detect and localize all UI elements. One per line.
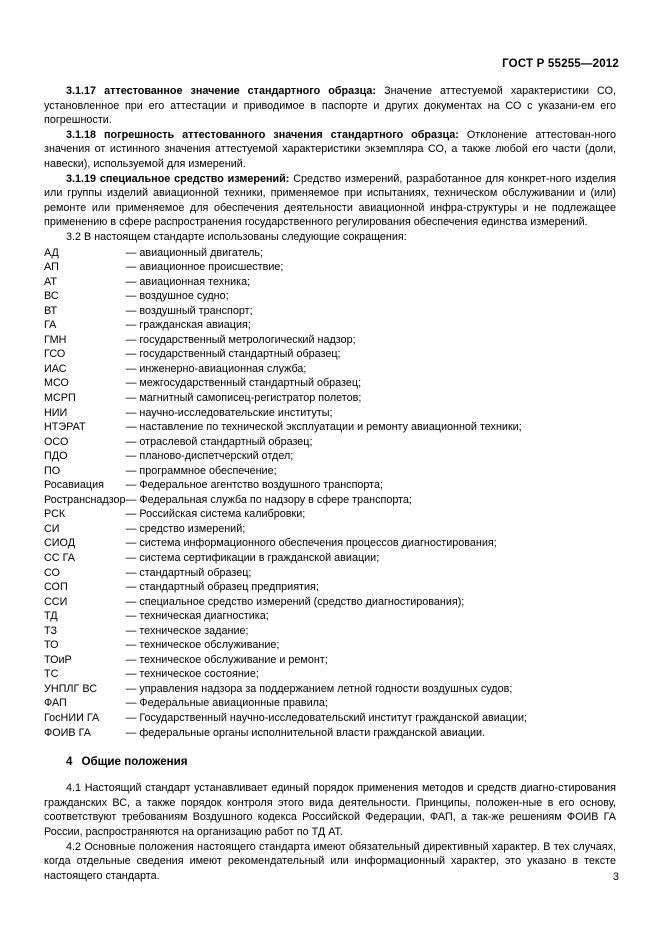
abbr-definition: — инженерно-авиационная служба; — [125, 362, 307, 375]
abbr-term: ГА — [44, 319, 57, 332]
abbr-definition: — планово-диспетчерский отдел; — [125, 450, 294, 463]
abbr-term: ВТ — [44, 304, 58, 317]
table-row — [44, 464, 527, 479]
abbr-definition: — техническая диагностика; — [125, 610, 269, 623]
abbr-definition: — программное обеспечение; — [125, 464, 277, 477]
page-header — [502, 58, 619, 70]
abbr-definition: — техническое задание; — [125, 624, 249, 637]
section-heading-wrap — [44, 755, 616, 768]
abbr-definition: — авиационная техника; — [125, 275, 251, 288]
table-row — [44, 566, 527, 581]
abbr-term: ТОиР — [44, 653, 72, 666]
page-number: 3 — [612, 871, 619, 883]
table-row — [44, 333, 527, 348]
table-row — [44, 682, 527, 697]
clause-3-1-17 — [44, 84, 616, 128]
table-row — [44, 347, 527, 362]
abbr-definition: — техническое обслуживание и ремонт; — [125, 653, 328, 666]
abbr-definition: — стандартный образец предприятия; — [125, 581, 319, 594]
table-row — [44, 653, 527, 668]
abbr-term: УНПЛГ ВС — [44, 682, 97, 695]
abbr-definition: — стандартный образец; — [125, 566, 252, 579]
abbr-definition: — Федеральная служба по надзору в сфере транспорта; — [125, 493, 412, 506]
paragraph-number: 4.1 — [66, 782, 82, 795]
abbr-definition: — управления надзора за поддержанием летной годности воздушных судов; — [125, 682, 513, 695]
abbreviations-table — [44, 246, 527, 741]
abbr-term: ПО — [44, 464, 61, 477]
abbr-definition: — Федеральные авиационные правила; — [125, 697, 328, 710]
abbr-definition: — государственный стандартный образец; — [125, 348, 341, 361]
table-row — [44, 420, 527, 435]
abbr-definition: — федеральные органы исполнительной власти гражданской авиации. — [125, 726, 486, 739]
table-row — [44, 275, 527, 290]
table-row — [44, 595, 527, 610]
abbr-term: ФАП — [44, 697, 67, 710]
abbr-definition: — Федеральное агентство воздушного транспорта; — [125, 479, 384, 492]
table-row — [44, 638, 527, 653]
abbr-term: АД — [44, 246, 59, 259]
table-row — [44, 478, 527, 493]
abbr-definition: — авиационное происшествие; — [125, 261, 284, 274]
table-row — [44, 289, 527, 304]
abbr-definition: — Государственный научно-исследовательский институт гражданской авиации; — [125, 712, 528, 725]
table-row — [44, 551, 527, 566]
abbr-definition: — система информационного обеспечения процессов диагностирования; — [125, 537, 497, 550]
table-row — [44, 609, 527, 624]
table-row — [44, 507, 527, 522]
section-heading — [66, 755, 616, 768]
abbr-term: МСО — [44, 377, 69, 390]
clause-number: 3.1.17 — [66, 85, 97, 97]
clause-text: Значение аттестуемой характеристики СО, установленное при его аттестации и приводимое в паспорте и других документах на СО с указани-ем его погрешности. — [44, 85, 617, 127]
table-row — [44, 246, 527, 261]
table-row — [44, 667, 527, 682]
abbr-term: ГМН — [44, 333, 67, 346]
clause-3-1-18 — [44, 128, 616, 172]
table-row — [44, 435, 527, 450]
clause-text: Средство измерений, разработанное для конкрет-ного изделия или группы изделий авиационной техники, применяемое при испытаниях, техническом обслуживании и (или) ремонте или применяемое для обеспечения деятельности авиационной инфра-структуры и не подлежащее применению в сфере распространения государственного регулирования обеспечения единства измерений. — [44, 172, 616, 229]
table-row — [44, 406, 527, 421]
table-row — [44, 449, 527, 464]
abbr-term: СО — [44, 566, 60, 579]
clause-term: аттестованное значение стандартного образца: — [104, 85, 376, 97]
abbr-definition: — научно-исследовательские институты; — [125, 406, 333, 419]
abbreviations-intro — [44, 230, 616, 245]
abbr-term: СИОД — [44, 537, 76, 550]
abbr-term: ПДО — [44, 450, 68, 463]
abbr-term: ГосНИИ ГА — [44, 712, 100, 725]
abbr-term: ТЗ — [44, 624, 57, 637]
clause-number: 3.1.19 — [66, 172, 97, 185]
abbr-definition: — Российская система калибровки; — [125, 508, 306, 521]
table-row — [44, 318, 527, 333]
paragraph-number: 4.2 — [66, 840, 82, 853]
abbr-intro-number: 3.2 — [66, 230, 82, 243]
abbr-term: ТО — [44, 639, 59, 652]
clause-text: Отклонение аттестован-ного значения от истинного значения аттестуемой характеристики экземпляра СО, а также любой его части (доли, навески), используемой для измерений. — [44, 128, 617, 170]
table-row — [44, 726, 527, 741]
abbr-term: ФОИВ ГА — [44, 726, 91, 739]
abbr-term: ТД — [44, 610, 58, 623]
abbr-term: РСК — [44, 508, 66, 521]
table-row — [44, 522, 527, 537]
abbr-definition: — система сертификации в гражданской авиации; — [125, 552, 380, 565]
abbr-term: АП — [44, 261, 59, 274]
abbr-term: СС ГА — [44, 552, 75, 565]
abbr-definition: — межгосударственный стандартный образец; — [125, 377, 362, 390]
abbr-term: НИИ — [44, 406, 68, 419]
abbr-term: ИАС — [44, 362, 67, 375]
table-row — [44, 711, 527, 726]
table-row — [44, 260, 527, 275]
abbr-intro-text: В настоящем стандарте использованы следующие сокращения: — [84, 230, 407, 243]
paragraph-4-2 — [44, 840, 616, 884]
table-row — [44, 391, 527, 406]
table-row — [44, 536, 527, 551]
abbr-definition: — средство измерений; — [125, 522, 246, 535]
table-row — [44, 304, 527, 319]
abbr-term: НТЭРАТ — [44, 421, 86, 434]
abbr-definition: — государственный метрологический надзор; — [125, 333, 356, 346]
page-content — [44, 84, 616, 883]
standard-code: ГОСТ Р 55255—2012 — [502, 58, 619, 70]
table-row — [44, 580, 527, 595]
clause-number: 3.1.18 — [66, 128, 97, 141]
section-number: 4 — [66, 755, 73, 769]
abbr-definition: — воздушное судно; — [125, 290, 229, 303]
abbr-definition: — техническое состояние; — [125, 668, 259, 681]
abbr-definition: — отраслевой стандартный образец; — [125, 435, 313, 448]
paragraph-text: Настоящий стандарт устанавливает единый порядок применения методов и средств диагно-стирования гражданских ВС, а также порядок контроля этого вида деятельности. Принципы, положен-ные в его основу, соответствуют требованиям Воздушного кодекса Российской Федерации, ФАП, а так-же решениям ФОИВ ГА России, распространяются на организацию работ по ТД АТ. — [44, 782, 617, 838]
section-title: Общие положения — [81, 755, 188, 769]
abbr-definition: — специальное средство измерений (средство диагностирования); — [125, 595, 465, 608]
abbr-definition: — наставление по технической эксплуатации и ремонту авиационной техники; — [125, 421, 522, 434]
abbr-definition: — магнитный самописец-регистратор полетов; — [125, 392, 362, 404]
table-row — [44, 493, 527, 508]
clause-term: специальное средство измерений: — [99, 172, 290, 185]
abbr-term: ТС — [44, 668, 59, 681]
abbr-definition: — гражданская авиация; — [125, 319, 251, 332]
abbr-term: СИ — [44, 522, 60, 535]
abbr-term: МСРП — [44, 392, 76, 404]
abbr-term: Росавиация — [44, 479, 104, 492]
abbr-definition: — техническое обслуживание; — [125, 639, 280, 652]
clause-3-1-19 — [44, 172, 616, 230]
clause-term: погрешность аттестованного значения стандартного образца: — [104, 128, 459, 141]
table-row — [44, 362, 527, 377]
table-row — [44, 624, 527, 639]
table-row — [44, 376, 527, 391]
abbr-term: ВС — [44, 290, 59, 303]
paragraph-text: Основные положения настоящего стандарта имеют обязательный директивный характер. В тех случаях, когда отдельные сведения имеют рекомендательный или информационный характер, это указано в тексте настоящего стандарта. — [44, 840, 617, 882]
abbr-term: АТ — [44, 275, 57, 288]
abbr-term: ССИ — [44, 595, 68, 608]
abbr-term: Ространснадзор — [44, 493, 126, 506]
paragraph-4-1 — [44, 781, 616, 839]
abbr-definition: — авиационный двигатель; — [125, 246, 264, 259]
abbr-term: ОСО — [44, 435, 69, 448]
abbr-definition: — воздушный транспорт; — [125, 304, 253, 317]
abbr-term: ГСО — [44, 348, 66, 361]
table-row — [44, 696, 527, 711]
abbr-term: СОП — [44, 581, 68, 594]
